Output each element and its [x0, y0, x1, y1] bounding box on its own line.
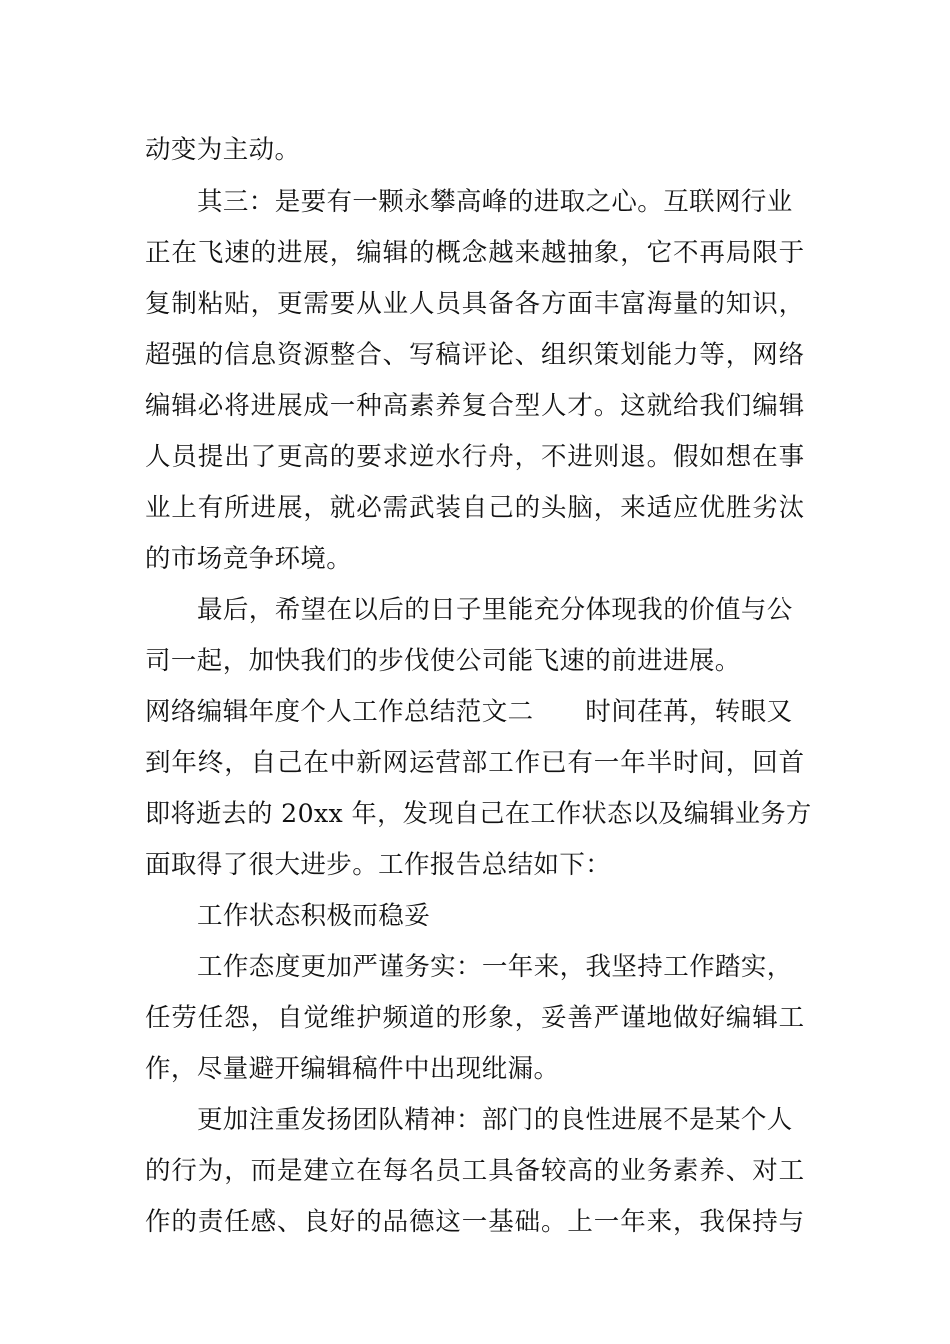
section-heading-line: 网络编辑年度个人工作总结范文二 时间荏苒，转眼又: [145, 697, 793, 727]
text-line: 到年终，自己在中新网运营部工作已有一年半时间，回首: [145, 748, 806, 778]
text-line: 人员提出了更高的要求逆水行舟，不进则退。假如想在事: [145, 442, 806, 472]
text-line: 的市场竞争环境。: [145, 544, 353, 574]
paragraph-start-line: 工作态度更加严谨务实：一年来，我坚持工作踏实，: [197, 952, 793, 982]
text-line: 作的责任感、良好的品德这一基础。上一年来，我保持与: [145, 1207, 806, 1237]
paragraph-start-line: 其三：是要有一颗永攀高峰的进取之心。互联网行业: [197, 187, 793, 217]
text-line: 正在飞速的进展，编辑的概念越来越抽象，它不再局限于: [145, 238, 806, 268]
text-line: 动变为主动。: [145, 135, 301, 165]
text-line: 业上有所进展，就必需武装自己的头脑，来适应优胜劣汰: [145, 493, 806, 523]
text-line: 任劳任怨，自觉维护频道的形象，妥善严谨地做好编辑工: [145, 1003, 806, 1033]
text-line: 司一起，加快我们的步伐使公司能飞速的前进进展。: [145, 646, 741, 676]
text-line: 复制粘贴，更需要从业人员具备各方面丰富海量的知识，: [145, 289, 806, 319]
text-line: 作，尽量避开编辑稿件中出现纰漏。: [145, 1054, 560, 1084]
text-line: 的行为，而是建立在每名员工具备较高的业务素养、对工: [145, 1156, 806, 1186]
text-line: 编辑必将进展成一种高素养复合型人才。这就给我们编辑: [145, 391, 806, 421]
subheading-line: 工作状态积极而稳妥: [197, 901, 431, 931]
text-line: 超强的信息资源整合、写稿评论、组织策划能力等，网络: [145, 340, 806, 370]
text-line: 面取得了很大进步。工作报告总结如下：: [145, 850, 612, 880]
paragraph-start-line: 最后，希望在以后的日子里能充分体现我的价值与公: [197, 595, 793, 625]
text-line: 即将逝去的 20xx 年，发现自己在工作状态以及编辑业务方: [145, 799, 812, 829]
paragraph-start-line: 更加注重发扬团队精神：部门的良性进展不是某个人: [197, 1105, 793, 1135]
